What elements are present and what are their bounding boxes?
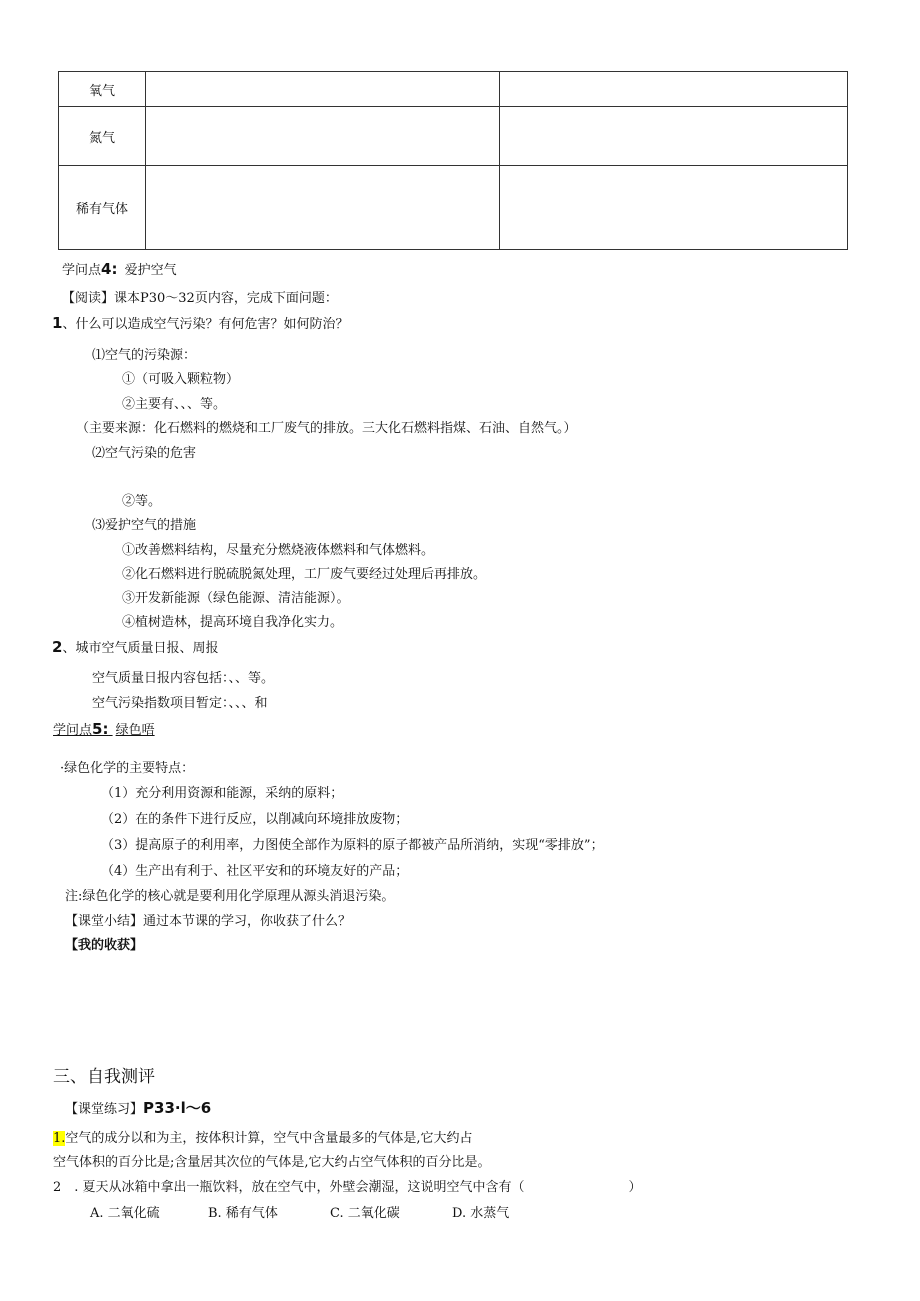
heading-number: 4:: [101, 260, 118, 278]
table-cell: [500, 107, 848, 166]
table-cell: [146, 72, 500, 107]
question-2: [52, 637, 218, 656]
row-label-noble-gas: 稀有气体: [59, 166, 146, 250]
section5-heading: [53, 719, 155, 738]
option-a: A. 二氧化硫: [90, 1206, 160, 1221]
row-label-oxygen: 氧气: [59, 72, 146, 107]
green-chem-note: 注:绿色化学的核心就是要利用化学原理从源头消退污染。: [65, 889, 395, 904]
table-row: [59, 107, 848, 166]
table-cell: [146, 166, 500, 250]
heading-number: 5:: [92, 720, 109, 738]
table-row: [59, 72, 848, 107]
my-gain: 【我的收获】: [65, 938, 144, 953]
measure-a: ①改善燃料结构，尽量充分燃烧液体燃料和气体燃料。: [122, 543, 435, 558]
pollution-source-note: （主要来源：化石燃料的燃烧和工厂废气的排放。三大化石燃料指煤、石油、自然气。）: [76, 421, 577, 436]
exercise-1-line1: [53, 1127, 473, 1146]
table-cell: [146, 107, 500, 166]
heading-title: 绿色唔: [115, 723, 155, 738]
reading-instruction: 【阅读】课本P30～32页内容，完成下面问题：: [62, 291, 338, 306]
question-1: [52, 313, 348, 332]
feature-1: （1）充分利用资源和能源，采纳的原料；: [101, 786, 344, 801]
question-text: 、什么可以造成空气污染？有何危害？如何防治？: [62, 317, 349, 332]
daily-report-contents: 空气质量日报内容包括：、、等。: [92, 671, 275, 686]
option-c: C. 二氧化碳: [330, 1206, 400, 1221]
row-label-nitrogen: 氮气: [59, 107, 146, 166]
exercise-1-line2: 空气体积的百分比是;含量居其次位的气体是,它大约占空气体积的百分比是。: [53, 1155, 491, 1170]
exercise-text: 空气的成分以和为主，按体积计算，空气中含量最多的气体是,它大约占: [65, 1131, 473, 1146]
table-cell: [500, 72, 848, 107]
measure-d: ④植树造林，提高环境自我净化实力。: [122, 615, 344, 630]
feature-3: （3）提高原子的利用率，力图使全部作为原料的原子都被产品所消纳，实现“零排放”；: [101, 838, 604, 853]
green-chem-features: ·绿色化学的主要特点：: [60, 761, 195, 776]
option-b: B. 稀有气体: [208, 1206, 278, 1221]
class-summary: 【课堂小结】通过本节课的学习，你收获了什么？: [65, 914, 352, 929]
option-d: D. 水蒸气: [452, 1206, 510, 1221]
pollution-harm: ⑵空气污染的危害: [92, 446, 197, 461]
section4-heading: [62, 259, 177, 278]
gas-table: [58, 71, 848, 250]
pollution-sources: ⑴空气的污染源：: [92, 348, 197, 363]
feature-2: （2）在的条件下进行反应，以削减向环境排放废物；: [101, 812, 409, 827]
pollution-index-items: 空气污染指数项目暂定：、、、和: [92, 696, 268, 711]
feature-4: （4）生产出有利于、社区平安和的环境友好的产品；: [101, 864, 409, 879]
self-assessment-heading: 三、自我测评: [53, 1067, 155, 1087]
measure-b: ②化石燃料进行脱硫脱氮处理，工厂废气要经过处理后再排放。: [122, 567, 487, 582]
heading-prefix: 学问点: [62, 263, 102, 278]
heading-prefix: 学问点: [53, 723, 93, 738]
exercise-number: 1.: [53, 1131, 66, 1146]
protection-measures: ⑶爱护空气的措施: [92, 518, 197, 533]
practice-label: 【课堂练习】: [65, 1102, 144, 1117]
question-number: 1: [52, 314, 63, 332]
heading-title: 爱护空气: [124, 263, 177, 278]
measure-c: ③开发新能源（绿色能源、清洁能源）。: [122, 591, 350, 606]
table-cell: [500, 166, 848, 250]
question-number: 2: [52, 638, 63, 656]
exercise-2: 2 . 夏天从冰箱中拿出一瓶饮料，放在空气中，外壁会潮湿，这说明空气中含有（ ）: [53, 1180, 642, 1195]
practice-range: P33·l～6: [143, 1099, 212, 1117]
pollution-source-a: ①（可吸入颗粒物）: [122, 372, 240, 387]
table-row: [59, 166, 848, 250]
pollution-harm-b: ②等。: [122, 494, 162, 509]
class-practice: [65, 1097, 211, 1118]
question-text: 、城市空气质量日报、周报: [62, 641, 219, 656]
pollution-source-b: ②主要有、、、等。: [122, 397, 227, 412]
